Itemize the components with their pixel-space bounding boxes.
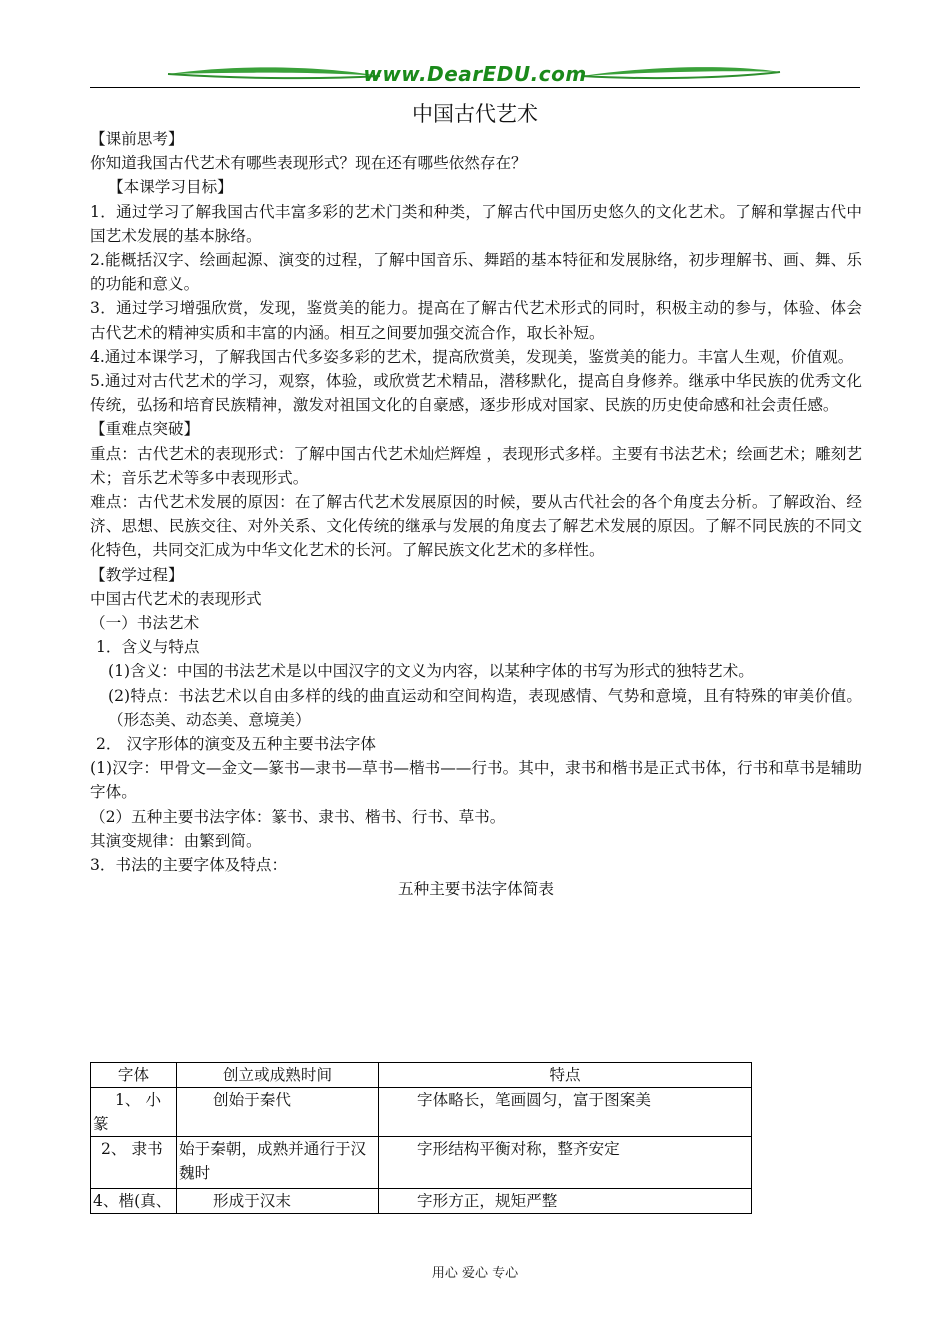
table-cell: 字体略长，笔画圆匀，富于图案美 bbox=[379, 1088, 752, 1137]
paragraph: 1．含义与特点 bbox=[96, 638, 200, 657]
table-cell: 2、 隶书 bbox=[91, 1137, 177, 1189]
paragraph: 5.通过对古代艺术的学习，观察，体验，或欣赏艺术精品，潜移默化，提高自身修养。继承中华民族的优秀文化传统，弘扬和培育民族精神，激发对祖国文化的自豪感，逐步形成对国家、民族的历史使命感和社会责任感。 bbox=[90, 372, 862, 415]
table-cell: 形成于汉末 bbox=[177, 1189, 379, 1214]
table-header-row bbox=[91, 1063, 752, 1088]
table-caption: 五种主要书法字体简表 bbox=[398, 880, 554, 899]
table-row bbox=[91, 1137, 752, 1189]
paragraph: 4.通过本课学习，了解我国古代多姿多彩的艺术，提高欣赏美，发现美，鉴赏美的能力。丰富人生观，价值观。 bbox=[90, 347, 854, 366]
table-cell: 1、 小篆 bbox=[91, 1088, 177, 1137]
table-header-cell: 字体 bbox=[91, 1063, 177, 1088]
paragraph: 2． 汉字形体的演变及五种主要书法字体 bbox=[96, 735, 376, 754]
paragraph: 你知道我国古代艺术有哪些表现形式？现在还有哪些依然存在？ bbox=[90, 154, 527, 173]
header-rule bbox=[90, 87, 860, 88]
paragraph: 难点：古代艺术发展的原因：在了解古代艺术发展原因的时候，要从古代社会的各个角度去分析。了解政治、经济、思想、民族交往、对外关系、文化传统的继承与发展的角度去了解艺术发展的原因。了解不同民族的不同文化特色，共同交汇成为中华文化艺术的长河。了解民族文化艺术的多样性。 bbox=[90, 493, 862, 560]
section-heading: 【本课学习目标】 bbox=[108, 178, 233, 197]
paragraph: (2)特点：书法艺术以自由多样的线的曲直运动和空间构造，表现感情、气势和意境，且有特殊的审美价值。（形态美、动态美、意境美） bbox=[108, 686, 862, 729]
table-cell: 字形结构平衡对称，整齐安定 bbox=[379, 1137, 752, 1189]
paragraph: 2.能概括汉字、绘画起源、演变的过程，了解中国音乐、舞蹈的基本特征和发展脉络，初步理解书、画、舞、乐的功能和意义。 bbox=[90, 251, 862, 294]
document-body bbox=[90, 127, 862, 902]
page-footer: 用心 爱心 专心 bbox=[431, 1266, 519, 1281]
paragraph: （一）书法艺术 bbox=[90, 614, 200, 633]
paragraph: (1)汉字：甲骨文—金文—篆书—隶书—草书—楷书——行书。其中，隶书和楷书是正式书体，行书和草书是辅助字体。 bbox=[90, 759, 862, 802]
paragraph: 3．书法的主要字体及特点： bbox=[90, 856, 288, 875]
table-header-cell: 创立或成熟时间 bbox=[177, 1063, 379, 1088]
paragraph: 1．通过学习了解我国古代丰富多彩的艺术门类和种类，了解古代中国历史悠久的文化艺术。了解和掌握古代中国艺术发展的基本脉络。 bbox=[90, 202, 862, 245]
paragraph: 重点：古代艺术的表现形式：了解中国古代艺术灿烂辉煌 ，表现形式多样。主要有书法艺术；绘画艺术；雕刻艺术；音乐艺术等多中表现形式。 bbox=[90, 444, 862, 487]
paragraph: （2）五种主要书法字体：篆书、隶书、楷书、行书、草书。 bbox=[90, 807, 506, 826]
page-title: 中国古代艺术 bbox=[412, 102, 538, 126]
section-heading: 【重难点突破】 bbox=[90, 420, 200, 439]
table-row bbox=[91, 1088, 752, 1137]
section-heading: 【课前思考】 bbox=[90, 130, 184, 148]
table-cell: 4、楷(真、 bbox=[91, 1189, 177, 1214]
table-header-cell: 特点 bbox=[379, 1063, 752, 1088]
section-heading: 【教学过程】 bbox=[90, 565, 184, 584]
paragraph: 3．通过学习增强欣赏，发现，鉴赏美的能力。提高在了解古代艺术形式的同时，积极主动的参与，体验、体会古代艺术的精神实质和丰富的内涵。相互之间要加强交流合作，取长补短。 bbox=[90, 299, 862, 342]
paragraph: 中国古代艺术的表现形式 bbox=[90, 589, 262, 608]
site-url: www.DearEDU.com bbox=[363, 62, 587, 86]
paragraph: 其演变规律：由繁到简。 bbox=[90, 831, 262, 850]
site-header bbox=[90, 60, 860, 94]
table-row bbox=[91, 1189, 752, 1214]
table-cell: 字形方正，规矩严整 bbox=[379, 1189, 752, 1214]
paragraph: (1)含义：中国的书法艺术是以中国汉字的文义为内容，以某种字体的书写为形式的独特艺术。 bbox=[108, 662, 754, 681]
calligraphy-fonts-table bbox=[90, 1062, 752, 1214]
table-cell: 创始于秦代 bbox=[177, 1088, 379, 1137]
table-cell: 始于秦朝，成熟并通行于汉魏时 bbox=[177, 1137, 379, 1189]
